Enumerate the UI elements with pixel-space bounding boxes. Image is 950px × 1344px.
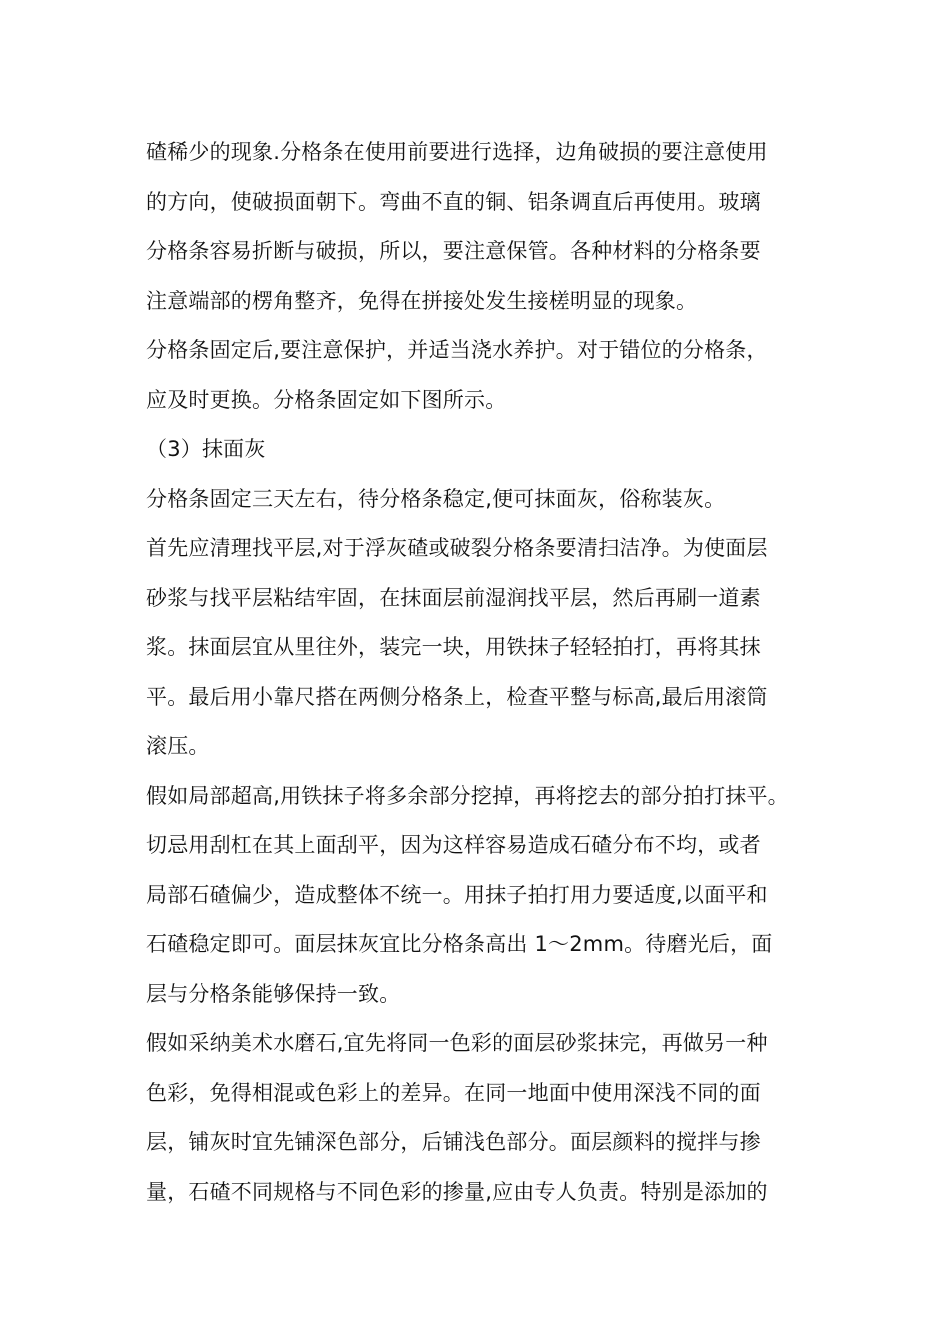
text-line: 碴稀少的现象.分格条在使用前要进行选择，边角破损的要注意使用 (146, 140, 768, 164)
text-line: 量，石碴不同规格与不同色彩的掺量,应由专人负责。特别是添加的 (146, 1179, 768, 1204)
text-line: 砂浆与找平层粘结牢固，在抹面层前湿润找平层，然后再刷一道素 (146, 585, 761, 610)
text-line: 色彩，免得相混或色彩上的差异。在同一地面中使用深浅不同的面 (146, 1080, 761, 1105)
text-line: 石碴稳定即可。面层抹灰宜比分格条高出 1～2mm。待磨光后，面 (146, 932, 773, 956)
text-line: 浆。抹面层宜从里往外，装完一块，用铁抹子轻轻拍打，再将其抹 (146, 635, 761, 659)
text-line: 的方向，使破损面朝下。弯曲不直的铜、铝条调直后再使用。玻璃 (146, 189, 761, 214)
text-line: 分格条固定后,要注意保护，并适当浇水养护。对于错位的分格条， (146, 338, 768, 362)
text-line: 分格条容易折断与破损，所以，要注意保管。各种材料的分格条要 (146, 239, 761, 263)
text-line: 假如局部超高,用铁抹子将多余部分挖掉，再将挖去的部分拍打抹平。 (146, 783, 789, 808)
text-line: 层，铺灰时宜先铺深色部分，后铺浅色部分。面层颜料的搅拌与掺 (146, 1130, 761, 1154)
section-heading: （3）抹面灰 (146, 437, 266, 461)
text-line: 切忌用刮杠在其上面刮平，因为这样容易造成石碴分布不均，或者 (146, 833, 761, 857)
text-line: 首先应清理找平层,对于浮灰碴或破裂分格条要清扫洁净。为使面层 (146, 536, 768, 560)
text-line: 平。最后用小靠尺搭在两侧分格条上，检查平整与标高,最后用滚筒 (146, 684, 768, 709)
text-line: 应及时更换。分格条固定如下图所示。 (146, 387, 507, 412)
text-line: 局部石碴偏少，造成整体不统一。用抹子拍打用力要适度,以面平和 (146, 882, 768, 907)
text-line: 层与分格条能够保持一致。 (146, 981, 401, 1006)
text-line: 滚压。 (146, 734, 210, 758)
text-line: 分格条固定三天左右，待分格条稳定,便可抹面灰，俗称装灰。 (146, 486, 726, 511)
body-text (146, 128, 816, 1217)
text-line: 假如采纳美术水磨石,宜先将同一色彩的面层砂浆抹完，再做另一种 (146, 1031, 768, 1055)
text-line: 注意端部的楞角整齐，免得在拼接处发生接槎明显的现象。 (146, 288, 698, 313)
